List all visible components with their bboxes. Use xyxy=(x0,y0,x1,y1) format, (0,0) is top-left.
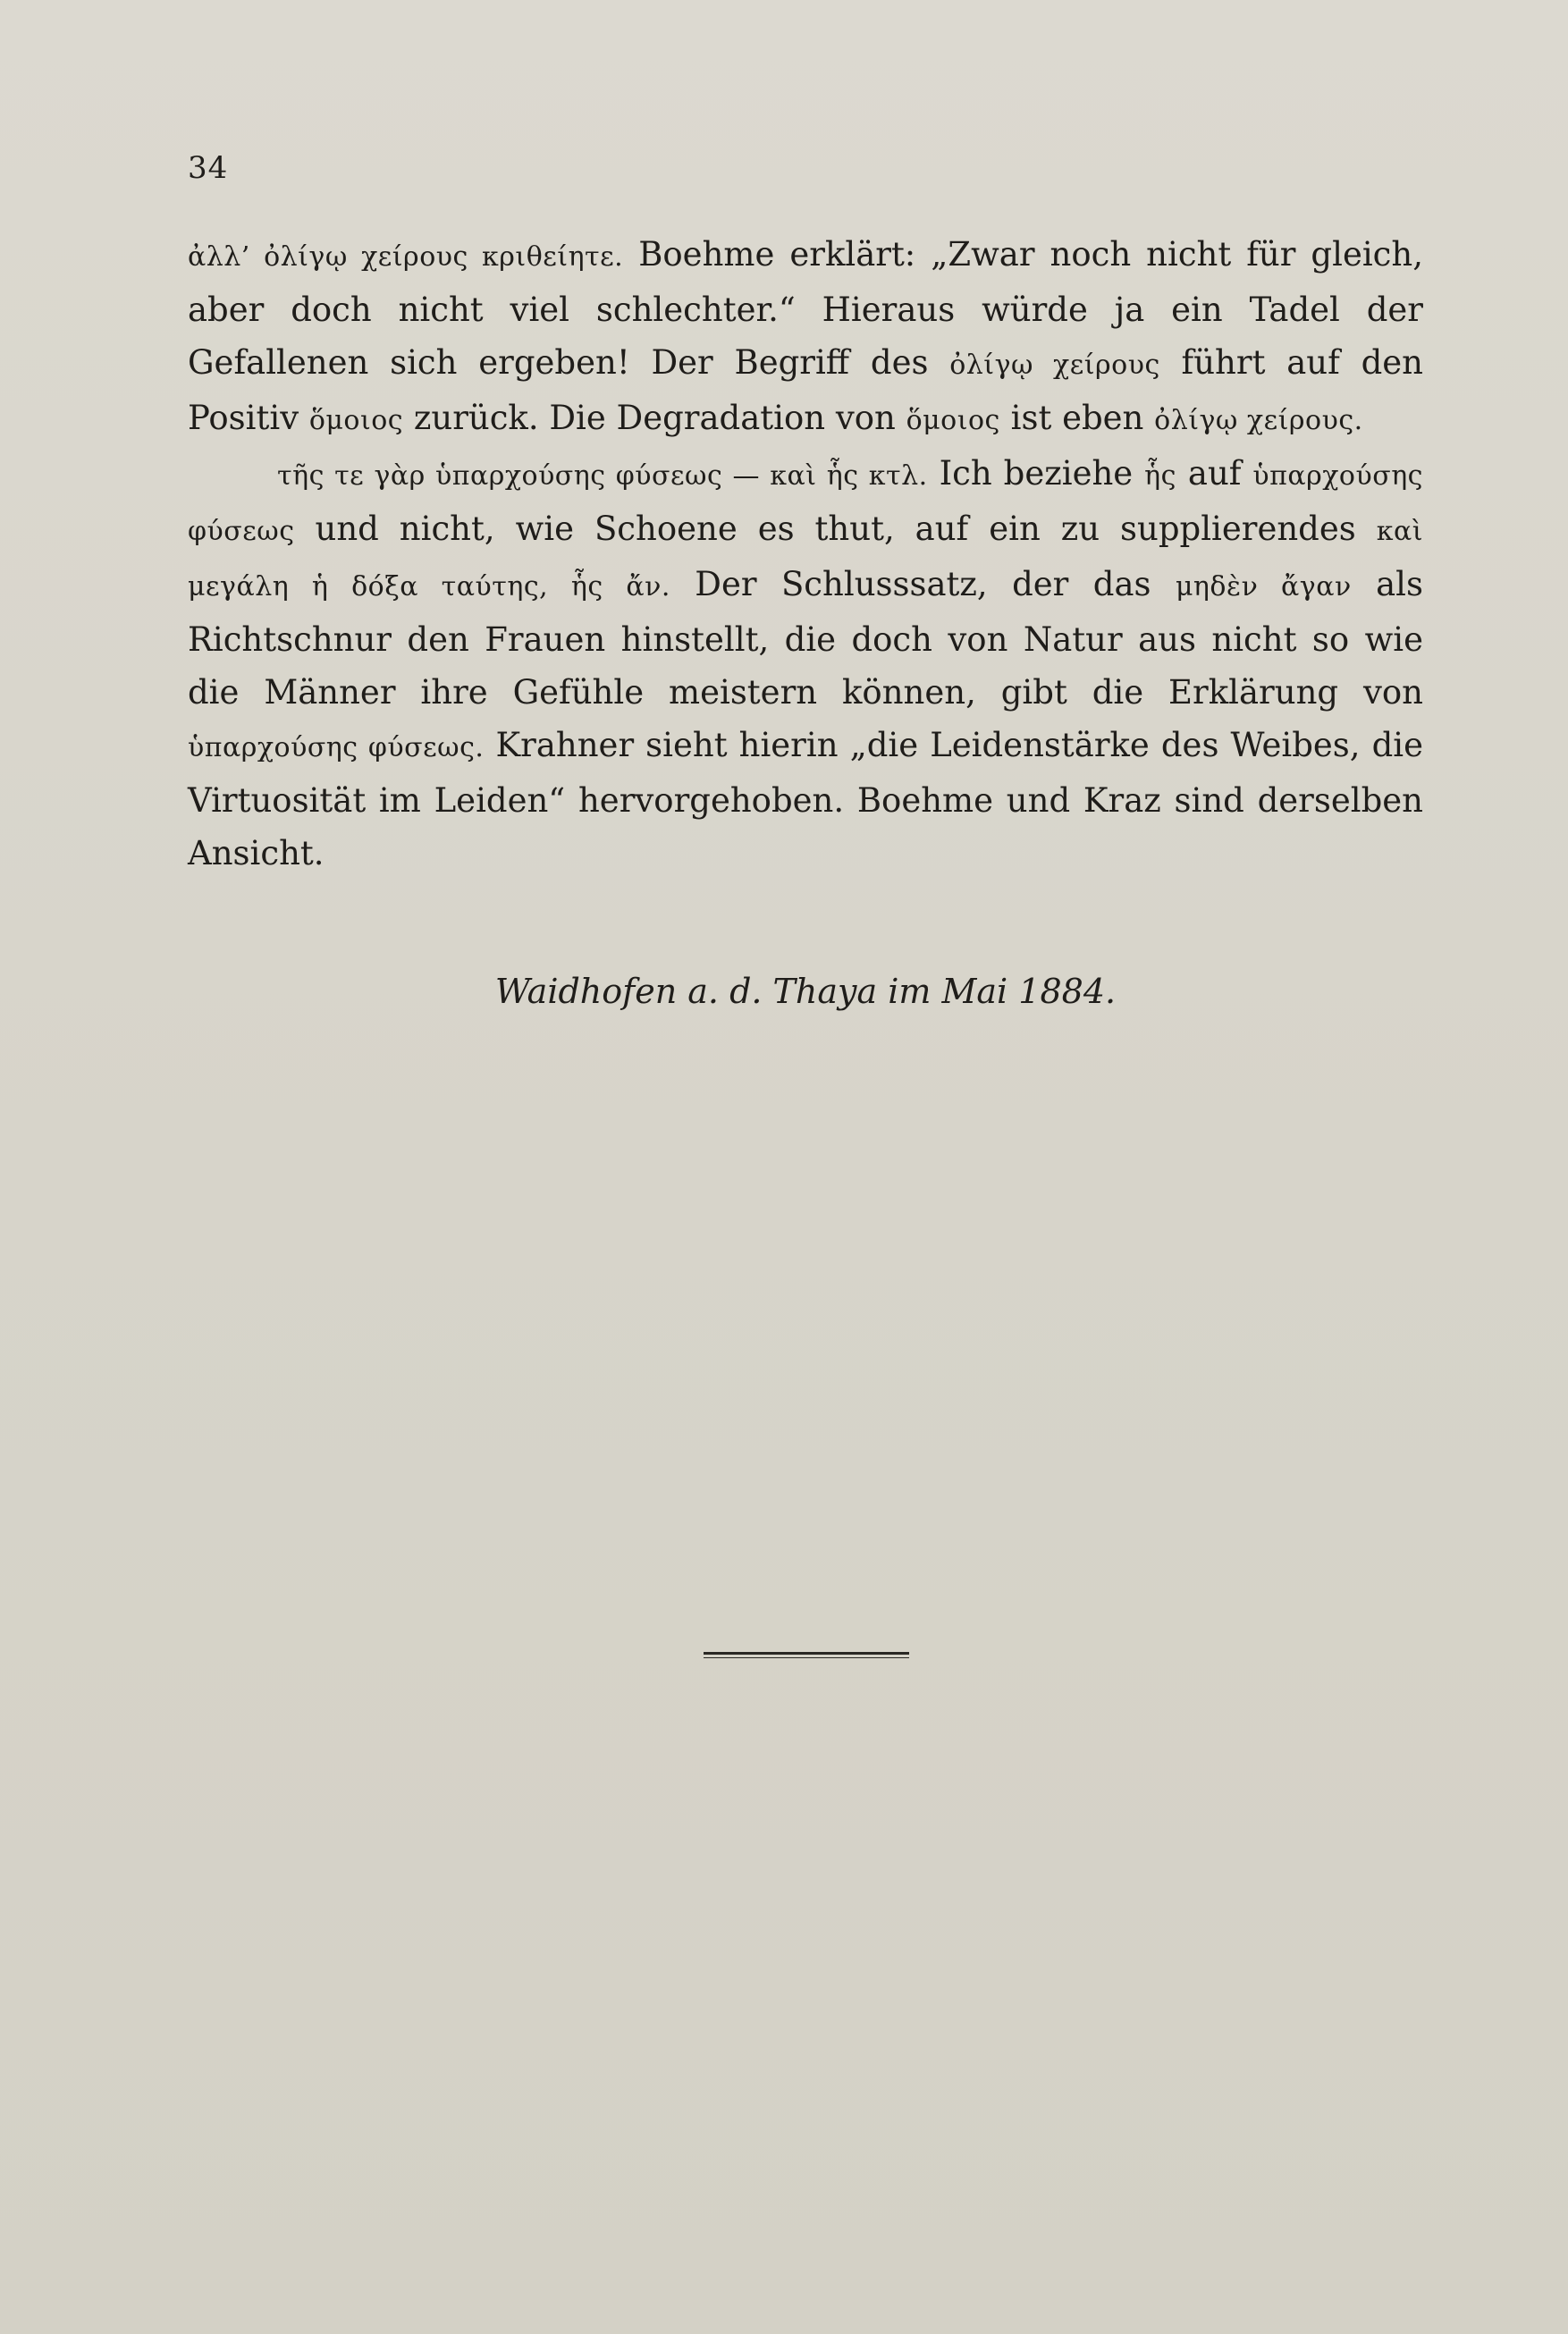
body-text xyxy=(188,228,1423,880)
text-run: und nicht, wie Schoene es thut, auf ein zu supplierendes xyxy=(294,510,1377,548)
greek-term: ὅμοιος xyxy=(906,405,1000,436)
greek-term: καὶ μεγάλη ἡ δόξα ταύτης, ἧς ἄν. xyxy=(188,516,1423,602)
text-run: Der Schlusssatz, der das xyxy=(670,565,1176,603)
text-run: auf xyxy=(1176,454,1253,493)
text-run: Krahner sieht hierin „die Leidenstärke des Weibes, die Virtuosität im Leiden“ hervorgehoben. Boehme und Kraz sind derselben Ansicht. xyxy=(188,726,1423,872)
text-run: zurück. Die Degradation von xyxy=(403,399,906,437)
text-run: Boehme erklärt: „Zwar noch nicht für gleich, aber doch nicht viel schlechter.“ Hieraus würde ja ein Tadel der Gefallenen sich ergeben! Der Begriff des xyxy=(188,235,1423,382)
greek-term: ἧς xyxy=(1144,460,1176,492)
greek-quote: ἀλλ’ ὀλίγῳ χείρους κριθείητε. xyxy=(188,241,624,273)
text-run: ist eben xyxy=(999,399,1155,437)
greek-term: ὑπαρχούσης φύσεως xyxy=(188,460,1423,547)
greek-term: ὀλίγῳ χείρους xyxy=(949,350,1160,381)
greek-quote: τῆς τε γὰρ ὑπαρχούσης φύσεως — καὶ ἧς κτλ. xyxy=(277,460,928,492)
greek-term: ὅμοιος xyxy=(308,405,404,436)
greek-term: μηδὲν ἄγαν xyxy=(1175,571,1352,602)
paragraph-2 xyxy=(188,447,1423,880)
greek-term: ὑπαρχούσης φύσεως. xyxy=(188,732,485,763)
text-run: als Richtschnur den Frauen hinstellt, die doch von Natur aus nicht so wie die Männer ihre Gefühle meistern können, gibt die Erklärung von xyxy=(188,565,1423,712)
paragraph-1 xyxy=(188,228,1423,447)
page-number: 34 xyxy=(188,150,229,186)
greek-term: ὀλίγῳ χείρους. xyxy=(1154,405,1363,436)
closing-rule xyxy=(704,1652,909,1658)
place-date-signoff: Waidhofen a. d. Thaya im Mai 1884. xyxy=(494,972,1117,1011)
text-run: führt auf den Positiv xyxy=(188,343,1423,437)
text-run: Ich beziehe xyxy=(927,454,1145,493)
